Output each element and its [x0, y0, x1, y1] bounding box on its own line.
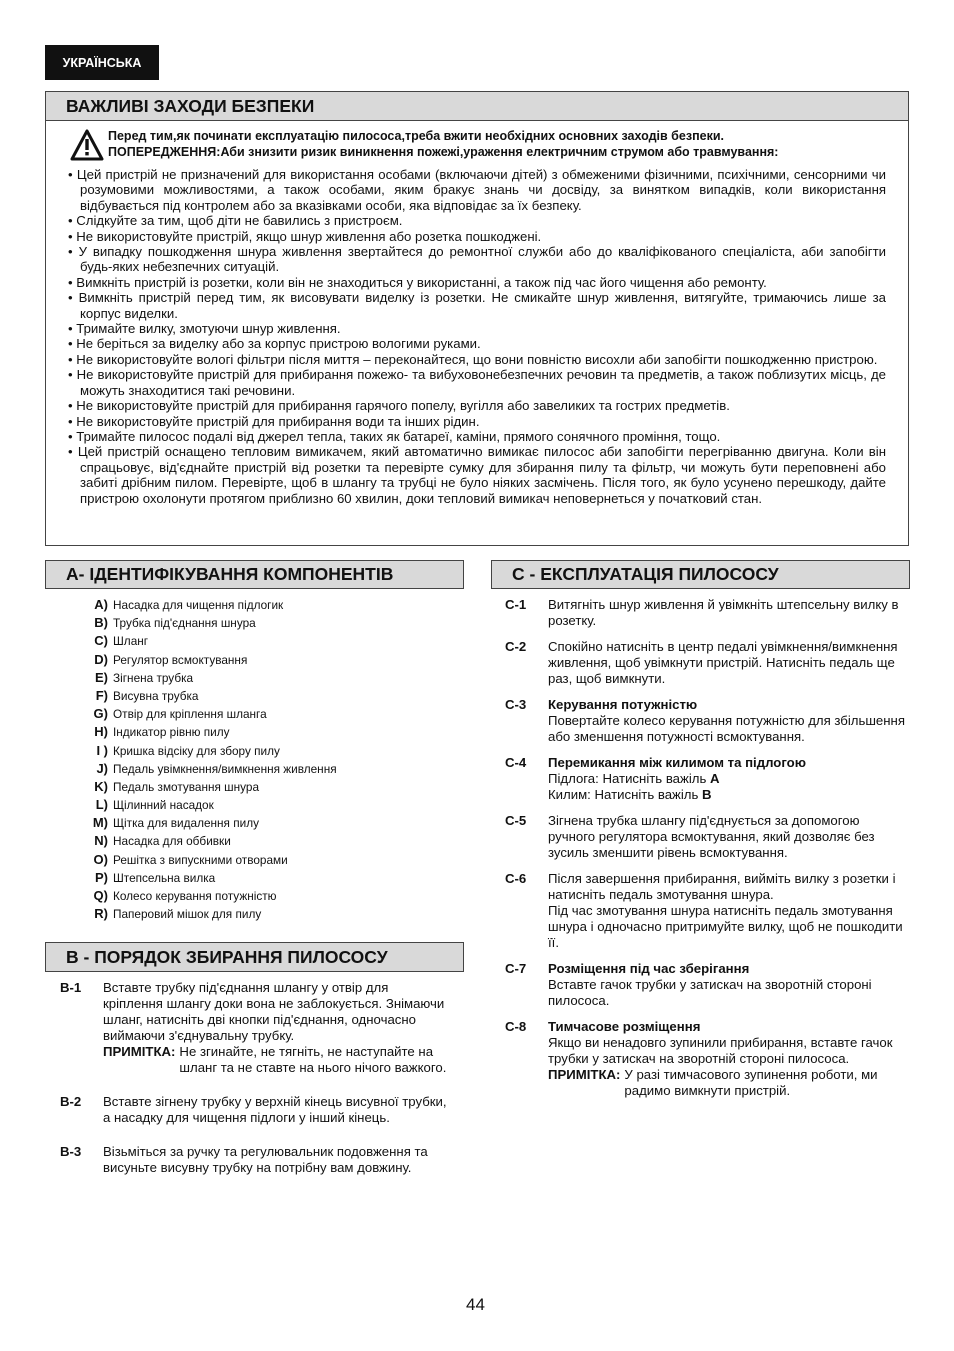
safety-title: ВАЖЛИВІ ЗАХОДИ БЕЗПЕКИ — [45, 91, 909, 121]
component-letter: I ) — [96, 742, 108, 758]
step-text: Повертайте колесо керування потужністю для збільшення або зменшення потужності всмоктування. — [548, 713, 905, 744]
component-label: Педаль змотування шнура — [113, 779, 260, 794]
step-body — [548, 1019, 910, 1099]
floor-label: Підлога: Натисніть важіль — [548, 771, 710, 786]
carpet-line — [548, 787, 806, 803]
step-body — [548, 813, 910, 861]
list-item — [70, 815, 450, 833]
component-label: Зігнена трубка — [113, 670, 194, 685]
step-heading: Тимчасове розміщення — [548, 1019, 701, 1034]
component-label: Кришка відсіку для збору пилу — [113, 743, 280, 758]
list-item: • Тримайте вилку, змотуючи шнур живлення. — [68, 321, 886, 336]
list-item: • Не беріться за виделку або за корпус пристрою вологими руками. — [68, 336, 886, 351]
component-list — [70, 597, 450, 924]
list-item — [505, 1019, 910, 1099]
list-item — [70, 670, 450, 688]
safety-bullet-list — [68, 167, 886, 506]
list-item — [70, 833, 450, 851]
list-item — [505, 697, 910, 745]
step-text: Вставте трубку під'єднання шлангу у отвір для кріплення шлангу доки вона не заблокується. Знімаючи шланг, натисніть дві кнопки під'єднання, одночасно виймаючи з'єднувальну трубку. — [103, 980, 445, 1043]
component-letter: E) — [95, 669, 108, 685]
list-item — [70, 652, 450, 670]
list-item — [70, 724, 450, 742]
step-code: B-2 — [60, 1094, 82, 1109]
list-item — [70, 743, 450, 761]
section-a-title: A- ІДЕНТИФІКУВАННЯ КОМПОНЕНТІВ — [45, 560, 464, 589]
step-code: B-3 — [60, 1144, 82, 1159]
page-number: 44 — [466, 1295, 485, 1314]
component-letter: K) — [94, 778, 108, 794]
lever-a: A — [710, 771, 720, 786]
list-item — [60, 1144, 450, 1176]
list-item — [70, 633, 450, 651]
step-text: Зігнена трубка шлангу під'єднується за допомогою ручного регулятора всмоктування, який дозволяє без зусиль зменшити рівень всмоктування. — [548, 813, 875, 860]
component-label: Отвір для кріплення шланга — [113, 707, 267, 722]
component-letter: A) — [94, 597, 108, 612]
step-heading: Керування потужністю — [548, 697, 698, 712]
section-c-title: C - ЕКСПЛУАТАЦІЯ ПИЛОСОСУ — [491, 560, 910, 589]
component-label: Паперовий мішок для пилу — [113, 907, 262, 922]
step-body — [548, 871, 910, 951]
step-code: C-6 — [505, 871, 527, 886]
step-body — [103, 980, 450, 1076]
component-letter: F) — [95, 687, 108, 703]
list-item: • Тримайте пилосос подалі від джерел тепла, таких як батареї, каміни, прямого сонячного проміння, тощо. — [68, 429, 886, 444]
step-code: B-1 — [60, 980, 82, 995]
carpet-label: Килим: Натисніть важіль — [548, 787, 703, 802]
component-label: Насадка для оббивки — [113, 834, 231, 849]
step-body — [548, 597, 910, 629]
list-item — [70, 761, 450, 779]
list-item — [70, 688, 450, 706]
note-text: Не згинайте, не тягніть, не наступайте на шланг та не ставте на нього нічого важкого. — [179, 1044, 447, 1075]
step-text: Візьміться за ручку та регулювальник подовження та висуньте висувну трубку на потрібну вам довжину. — [103, 1144, 428, 1175]
component-label: Колесо керування потужністю — [113, 889, 277, 903]
component-letter: B) — [94, 615, 108, 631]
component-letter: N) — [94, 833, 108, 849]
component-label: Педаль увімкнення/вимкнення живлення — [113, 761, 337, 776]
list-item — [70, 870, 450, 888]
note — [548, 1067, 910, 1099]
list-item: • Не використовуйте пристрій для прибирання пожежо- та вибуховонебезпечних речовин та предметів, а також поблизутих місць, де можуть знаходитися такі речовини. — [68, 367, 886, 398]
step-heading: Розміщення під час зберігання — [548, 961, 750, 976]
list-item: • Не використовуйте пристрій для прибирання води та інших рідин. — [68, 414, 886, 429]
safety-warning — [108, 128, 778, 160]
step-body — [103, 1144, 450, 1176]
step-body — [103, 1094, 450, 1126]
component-label: Індикатор рівню пилу — [113, 725, 230, 740]
list-item: • Вимкніть пристрій із розетки, коли він не знаходиться у використанні, а також під час його чищення або ремонту. — [68, 275, 886, 290]
step-code: C-3 — [505, 697, 527, 712]
note-label: ПРИМІТКА: — [103, 1044, 176, 1059]
list-item — [70, 852, 450, 870]
component-label: Щітка для видалення пилу — [113, 816, 259, 831]
safety-section — [45, 91, 909, 546]
component-letter: M) — [92, 815, 108, 831]
list-item — [70, 779, 450, 797]
list-item — [505, 961, 910, 1009]
component-letter: J) — [96, 760, 108, 776]
list-item: • Цей пристрій оснащено тепловим вимикачем, який автоматично вимикає пилосос аби запобігти перегріванню двигуна. Коли він спрацьовує, від'єднайте пристрій від розетки та перевірте сумку для збирання пилу та фільтр, чи можуть бути переповнені або забиті дрібним пилом. Перевірте, щоб в шлангу та трубці не було ніяких засмічень. Після того, як було усунено перешкоду, дайте пристрою охолонути протягом приблизно 60 хвилин, доки тепловий вимикач неповернеться у початковий стан. — [68, 444, 886, 506]
step-code: C-8 — [505, 1019, 527, 1034]
section-b-title: B - ПОРЯДОК ЗБИРАННЯ ПИЛОСОСУ — [45, 942, 464, 972]
component-letter: O) — [93, 851, 108, 867]
step-text: Спокійно натисніть в центр педалі увімкнення/вимкнення живлення, щоб увімкнути пристрій. Натисніть педаль ще раз, щоб вимкнути. — [548, 639, 898, 686]
step-code: C-2 — [505, 639, 527, 654]
step-heading: Перемикання між килимом та підлогою — [548, 755, 806, 770]
warning-line-2: ПОПЕРЕДЖЕННЯ:Аби знизити ризик виникнення пожежі,ураження електричним струмом або травмування: — [108, 145, 779, 159]
step-text: Вставте гачок трубки у затискач на зворотній стороні пилососа. — [548, 977, 872, 1008]
list-item — [60, 980, 450, 1076]
component-letter: Q) — [93, 888, 108, 903]
assembly-steps — [60, 980, 450, 1176]
component-letter: C) — [94, 633, 108, 649]
step-code: C-4 — [505, 755, 527, 770]
component-label: Насадка для чищення підлогик — [113, 598, 284, 612]
step-code: C-7 — [505, 961, 527, 976]
component-letter: L) — [95, 797, 108, 813]
floor-line — [548, 771, 806, 787]
step-text: Витягніть шнур живлення й увімкніть штепсельну вилку в розетку. — [548, 597, 899, 628]
list-item: • Слідкуйте за тим, щоб діти не бавились з пристроєм. — [68, 213, 886, 228]
list-item — [70, 597, 450, 615]
note — [103, 1044, 450, 1076]
component-letter: H) — [94, 724, 108, 740]
list-item — [505, 755, 910, 803]
component-label: Шланг — [113, 634, 149, 649]
step-body — [548, 639, 910, 687]
list-item — [505, 639, 910, 687]
list-item: • Не використовуйте пристрій, якщо шнур живлення або розетка пошкоджені. — [68, 229, 886, 244]
list-item: • Вимкніть пристрій перед тим, як висовувати виделку із розетки. Не смикайте шнур живлення, витягуйте, тримаючись лише за корпус виделки. — [68, 290, 886, 321]
list-item — [70, 888, 450, 906]
language-tab: УКРАЇНСЬКА — [45, 45, 159, 80]
component-label: Штепсельна вилка — [113, 870, 216, 885]
step-body — [548, 697, 910, 745]
list-item — [60, 1094, 450, 1126]
step-body — [548, 755, 806, 803]
component-label: Щілинний насадок — [113, 798, 214, 813]
step-code: C-5 — [505, 813, 527, 828]
list-item — [70, 706, 450, 724]
step-text: Якщо ви ненадовго зупинили прибирання, вставте гачок трубки у затискач на зворотній стороні пилососа. — [548, 1035, 893, 1066]
component-letter: R) — [94, 906, 108, 922]
component-letter: P) — [95, 869, 108, 885]
list-item — [70, 615, 450, 633]
list-item — [505, 597, 910, 629]
step-text: Після завершення прибирання, вийміть вилку з розетки і натисніть педаль змотування шнура. — [548, 871, 896, 902]
list-item — [505, 871, 910, 951]
list-item — [70, 797, 450, 815]
step-text: Вставте зігнену трубку у верхній кінець висувної трубки, а насадку для чищення підлоги у інший кінець. — [103, 1094, 447, 1125]
note-label: ПРИМІТКА: — [548, 1067, 621, 1082]
step-body — [548, 961, 910, 1009]
warning-icon — [70, 129, 104, 161]
lever-b: B — [702, 787, 712, 802]
list-item — [70, 906, 450, 924]
list-item: • У випадку пошкодження шнура живлення звертайтеся до ремонтної служби або до кваліфікованого спеціаліста, аби запобігти будь-яких небезпечних ситуацій. — [68, 244, 886, 275]
list-item: • Цей пристрій не призначений для використання особами (включаючи дітей) з обмеженими фізичними, психічними, сенсорними чи розумовими можливостями, а також особами, яким бракує знань чи досвіду, за винятком випадків, коли використання відбувається під контролем або за вказівками особи, яка відповідає за їх безпеку. — [68, 167, 886, 213]
warning-line-1: Перед тим,як починати експлуатацію пилососа,треба вжити необхідних основних заходів безпеки. — [108, 129, 724, 143]
component-label: Решітка з випускними отворами — [113, 852, 288, 867]
component-label: Висувна трубка — [113, 688, 199, 703]
component-label: Трубка під'єднання шнура — [113, 616, 256, 631]
step-code: C-1 — [505, 597, 527, 612]
list-item — [505, 813, 910, 861]
list-item: • Не використовуйте вологі фільтри після миття – переконайтеся, що вони повністю висохли аби запобігти пошкодженню пристрою. — [68, 352, 886, 367]
note-text: У разі тимчасового зупинення роботи, ми радимо вимкнути пристрій. — [624, 1067, 878, 1098]
component-letter: D) — [94, 651, 108, 667]
component-label: Регулятор всмоктування — [113, 652, 248, 667]
list-item: • Не використовуйте пристрій для прибирання гарячого попелу, вугілля або завеликих та гострих предметів. — [68, 398, 886, 413]
component-letter: G) — [93, 706, 108, 722]
step-text: Під час змотування шнура натисніть педаль змотування шнура і одночасно притримуйте вилку, щоб не пошкодити її. — [548, 903, 903, 950]
operation-steps — [505, 597, 910, 1099]
